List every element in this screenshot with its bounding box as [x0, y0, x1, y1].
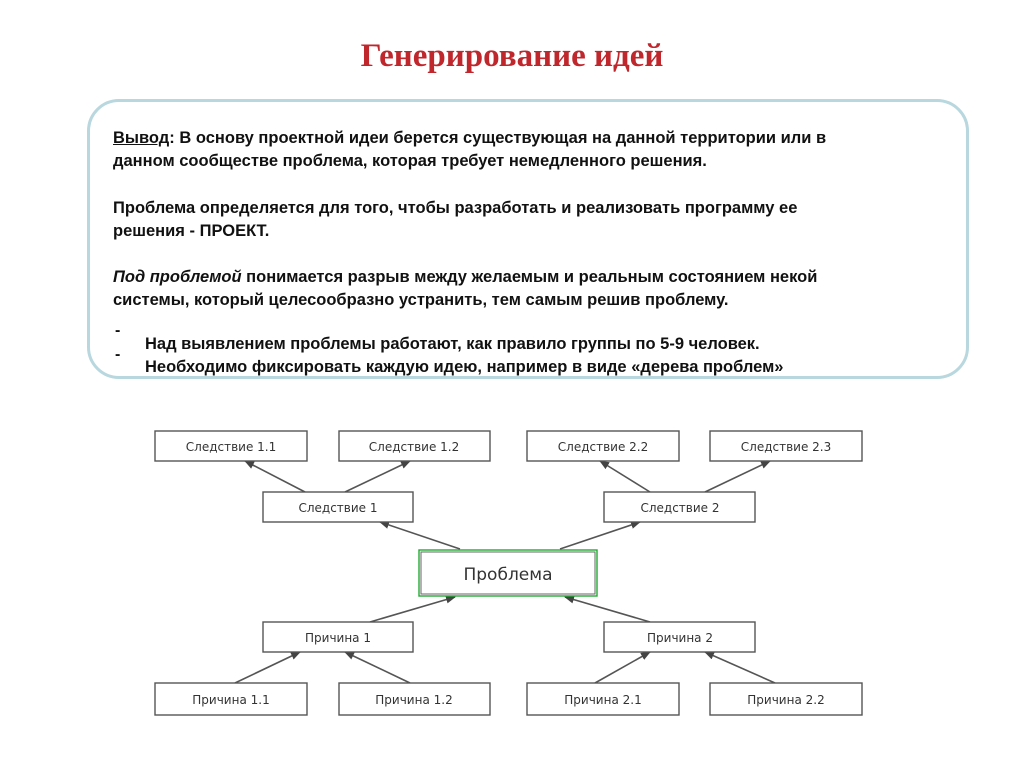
node-consequence-1-1-label: Следствие 1.1 [185, 440, 277, 454]
arrow-cause-1-to-problem [370, 597, 455, 622]
arrow-consequence-1-to-1-2 [345, 461, 410, 492]
node-consequence-1-2-label: Следствие 1.2 [368, 440, 460, 454]
arrow-consequence-2-to-2-2 [600, 461, 650, 492]
node-cause-2-label: Причина 2 [647, 631, 713, 645]
conclusion-line2: данном сообществе проблема, которая требует немедленного решения. [113, 152, 707, 170]
arrow-cause-1-1-to-1 [235, 652, 300, 683]
node-consequence-1-label: Следствие 1 [298, 501, 378, 515]
problem-line1: Проблема определяется для того, чтобы разработать и реализовать программу ее [113, 199, 798, 217]
node-consequence-1-2 [339, 431, 490, 461]
problem-term: Под проблемой [113, 268, 242, 286]
node-cause-2-2-label: Причина 2.2 [747, 693, 825, 707]
bullet-marker-1: - [115, 322, 121, 339]
node-consequence-1-1 [155, 431, 307, 461]
arrow-consequence-2-to-2-3 [705, 461, 770, 492]
node-cause-2-1 [527, 683, 679, 715]
node-cause-1 [263, 622, 413, 652]
node-cause-1-2-label: Причина 1.2 [375, 693, 453, 707]
conclusion-label: Вывод [113, 129, 170, 147]
node-consequence-2 [604, 492, 755, 522]
arrow-cause-1-2-to-1 [345, 652, 410, 683]
node-cause-2-1-label: Причина 2.1 [564, 693, 642, 707]
slide-title: Генерирование идей [360, 38, 664, 74]
node-problem [419, 550, 597, 596]
node-consequence-2-2-label: Следствие 2.2 [557, 440, 649, 454]
arrow-problem-to-consequence-1 [380, 522, 460, 549]
arrow-cause-2-1-to-2 [595, 652, 650, 683]
meaning-line1: понимается разрыв между желаемым и реальным состоянием некой [241, 268, 818, 286]
node-cause-1-1 [155, 683, 307, 715]
node-consequence-2-3 [710, 431, 862, 461]
node-cause-1-2 [339, 683, 490, 715]
bullet-item-1: Над выявлением проблемы работают, как правило группы по 5-9 человек. [145, 335, 760, 353]
node-consequence-2-2 [527, 431, 679, 461]
node-consequence-2-label: Следствие 2 [640, 501, 720, 515]
node-cause-2 [604, 622, 755, 652]
node-cause-2-2 [710, 683, 862, 715]
node-cause-1-1-label: Причина 1.1 [192, 693, 270, 707]
conclusion-line1: : В основу проектной идеи берется существующая на данной территории или в [169, 129, 827, 147]
node-problem-label: Проблема [463, 565, 553, 585]
problem-line2: решения - ПРОЕКТ. [113, 222, 270, 240]
arrow-problem-to-consequence-2 [560, 522, 640, 549]
arrow-cause-2-to-problem [565, 597, 650, 622]
meaning-line2: системы, который целесообразно устранить, тем самым решив проблему. [113, 291, 729, 309]
node-cause-1-label: Причина 1 [305, 631, 371, 645]
bullet-marker-2: - [115, 346, 121, 363]
node-consequence-2-3-label: Следствие 2.3 [740, 440, 832, 454]
node-consequence-1 [263, 492, 413, 522]
arrow-consequence-1-to-1-1 [245, 461, 305, 492]
arrow-cause-2-2-to-2 [705, 652, 775, 683]
bullet-item-2: Необходимо фиксировать каждую идею, например в виде «дерева проблем» [145, 358, 784, 376]
